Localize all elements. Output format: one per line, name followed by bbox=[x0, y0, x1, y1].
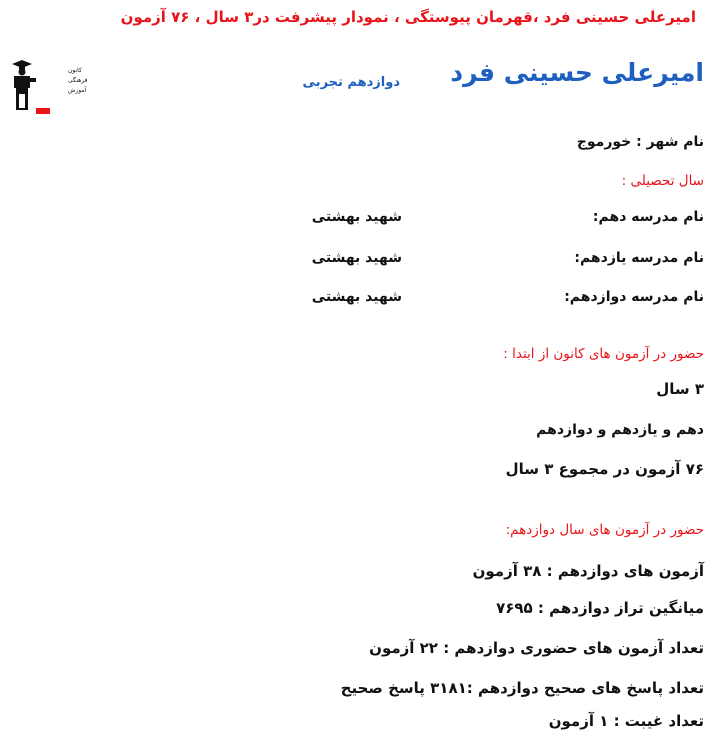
student-name: امیرعلی حسینی فرد bbox=[450, 58, 704, 87]
attendance-total: ۷۶ آزمون در مجموع ۳ سال bbox=[505, 460, 704, 478]
absences-12: تعداد غیبت : ۱ آزمون bbox=[548, 712, 704, 730]
correct-answers-12: تعداد پاسخ های صحیح دوازدهم :۳۱۸۱ پاسخ صحیح bbox=[340, 679, 704, 697]
attendance-12-heading: حضور در آزمون های سال دوازدهم: bbox=[505, 522, 704, 538]
school-year-heading: سال تحصیلی : bbox=[621, 173, 704, 189]
logo-text-4: قلم چی bbox=[68, 108, 92, 115]
attendance-start-heading: حضور در آزمون های کانون از ابتدا : bbox=[503, 346, 704, 362]
attendance-years: ۳ سال bbox=[656, 380, 704, 398]
logo-text-1: کانون bbox=[68, 67, 82, 74]
school-10-value: شهید بهشتی bbox=[311, 209, 402, 225]
logo-text-2: فرهنگی bbox=[68, 77, 88, 84]
attendance-grades: دهم و یازدهم و دوازدهم bbox=[536, 422, 704, 438]
logo-figure-icon bbox=[10, 58, 92, 116]
school-10-label: نام مدرسه دهم: bbox=[592, 209, 704, 225]
grade-label: دوازدهم تجربی bbox=[302, 75, 400, 90]
school-12-value: شهید بهشتی bbox=[311, 289, 402, 305]
in-person-12: تعداد آزمون های حضوری دوازدهم : ۲۲ آزمون bbox=[369, 639, 704, 657]
exams-12: آزمون های دوازدهم : ۳۸ آزمون bbox=[472, 562, 704, 580]
city-line: نام شهر : خورموج bbox=[576, 134, 704, 150]
school-11-label: نام مدرسه یازدهم: bbox=[574, 250, 704, 266]
avg-score-12: میانگین تراز دوازدهم : ۷۶۹۵ bbox=[496, 599, 704, 617]
logo-text-3: آموزش bbox=[68, 87, 87, 94]
school-11-value: شهید بهشتی bbox=[311, 250, 402, 266]
school-12-label: نام مدرسه دوازدهم: bbox=[564, 289, 704, 305]
page-title: امیرعلی حسینی فرد ،قهرمان پیوستگی ، نمودار پیشرفت در۳ سال ، ۷۶ آزمون bbox=[120, 8, 696, 26]
kanoon-logo bbox=[10, 58, 92, 116]
